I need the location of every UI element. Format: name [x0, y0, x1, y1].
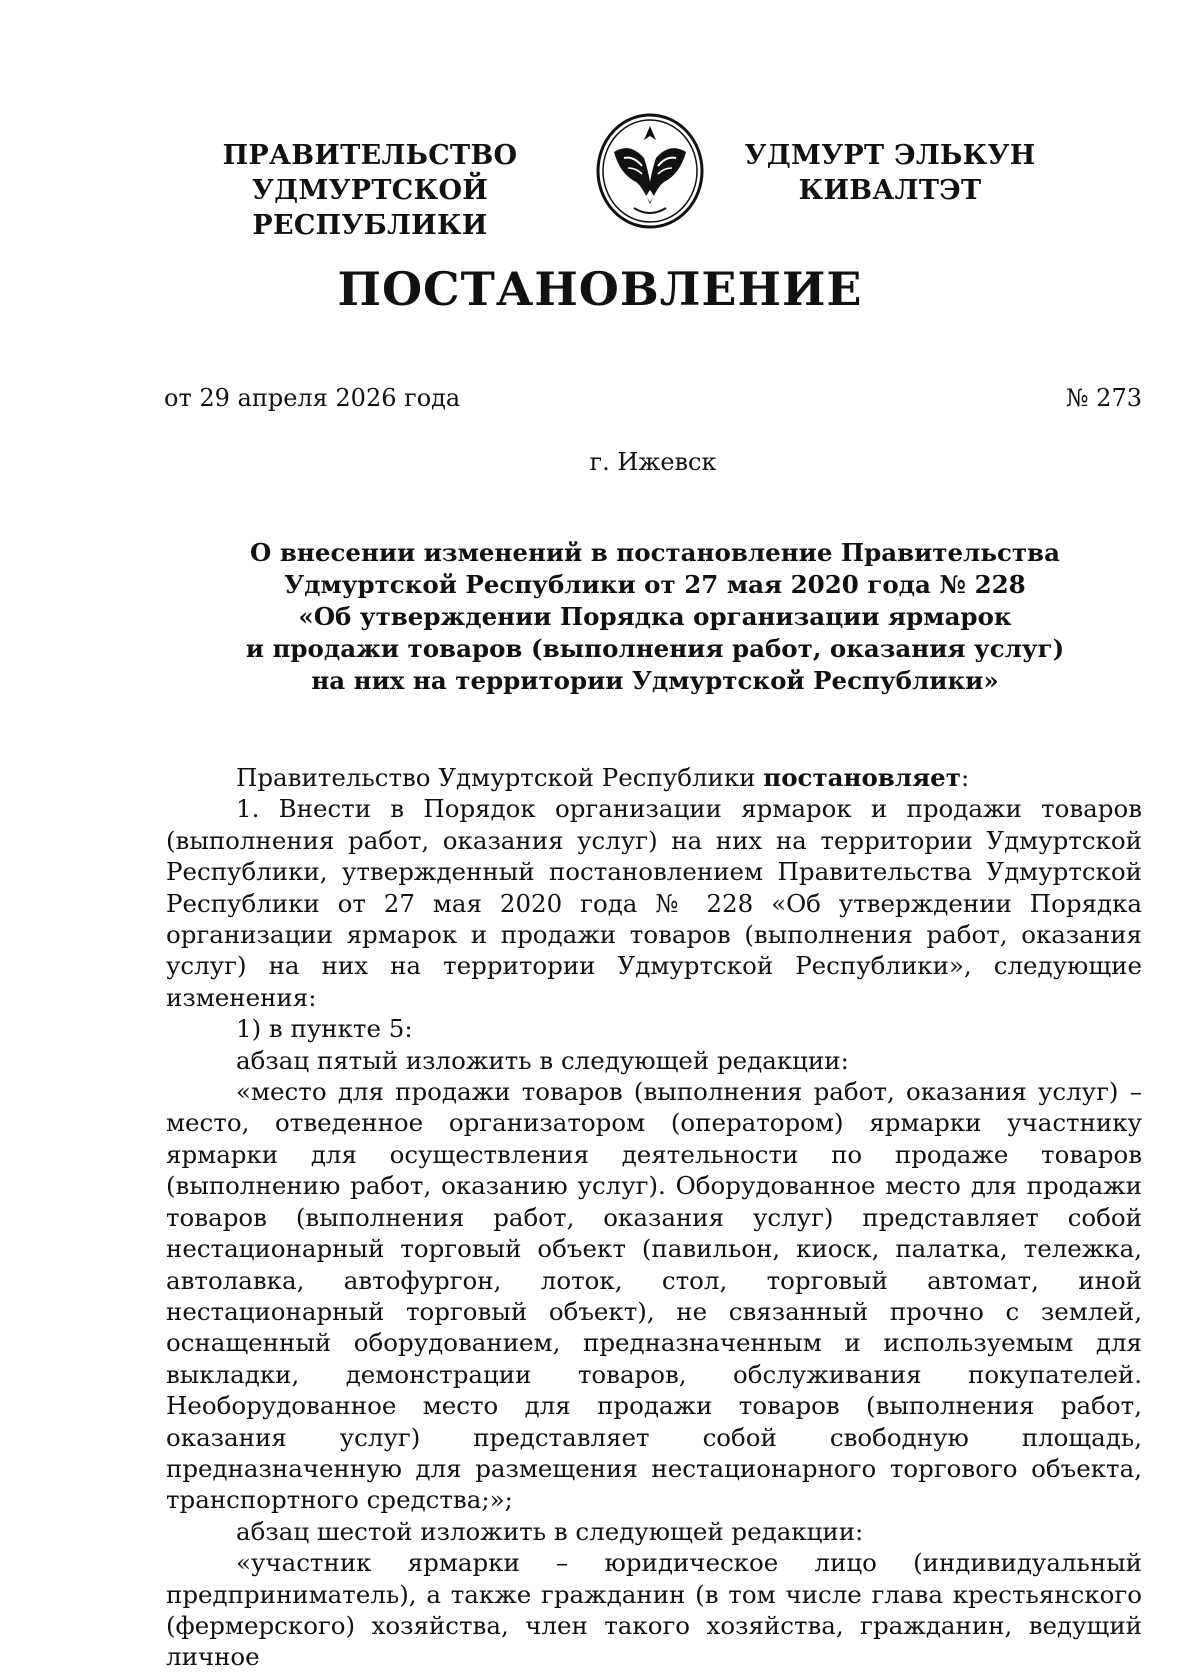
subject-line: «Об утверждении Порядка организации ярмарок — [298, 602, 1012, 631]
paragraph-5: абзац шестой изложить в следующей редакции: — [236, 1516, 864, 1546]
preamble-paragraph — [166, 762, 1142, 793]
government-name-russian — [140, 138, 600, 243]
document-date: от 29 апреля 2026 года — [164, 384, 461, 412]
preamble-end: : — [960, 763, 970, 792]
header-right-line-2: КИВАЛТЭТ — [798, 175, 982, 206]
document-city: г. Ижевск — [589, 448, 717, 476]
document-type-title: ПОСТАНОВЛЕНИЕ — [337, 262, 863, 316]
preamble-text: Правительство Удмуртской Республики — [236, 763, 764, 792]
subject-line: на них на территории Удмуртской Республики» — [311, 666, 999, 695]
preamble-keyword: постановляет — [763, 763, 961, 792]
paragraph-2: 1) в пункте 5: — [236, 1014, 413, 1044]
header-right-line-1: УДМУРТ ЭЛЬКУН — [744, 140, 1036, 171]
subject-line: Удмуртской Республики от 27 мая 2020 года № 228 — [284, 570, 1026, 599]
subject-line: и продажи товаров (выполнения работ, оказания услуг) — [245, 634, 1065, 663]
subject-line: О внесении изменений в постановление Правительства — [250, 538, 1060, 567]
header-left-line-2: УДМУРТСКОЙ РЕСПУБЛИКИ — [251, 175, 489, 241]
header-left-line-1: ПРАВИТЕЛЬСТВО — [222, 140, 518, 171]
paragraph-1: 1. Внести в Порядок организации ярмарок и продажи товаров (выполнения работ, оказания услуг) на них на территории Удмуртской Республики, утвержденный постановлением Правительства Удмуртской Республики от 27 мая 2020 года № 228 «Об утверждении Порядка организации ярмарок и продажи товаров (выполнения работ, оказания услуг) на них на территории Удмуртской Республики», следующие изменения: — [166, 794, 1142, 1012]
document-number: № 273 — [1065, 384, 1142, 412]
government-name-udmurt — [690, 138, 1090, 208]
document-subject — [200, 537, 1110, 697]
paragraph-6: «участник ярмарки – юридическое лицо (индивидуальный предприниматель), а также гражданин (в том числе глава крестьянского (фермерского) хозяйства, член такого хозяйства, гражданин, ведущий личное — [166, 1548, 1142, 1672]
paragraph-3: абзац пятый изложить в следующей редакции: — [236, 1045, 849, 1075]
document-body — [166, 762, 1142, 1673]
paragraph-4: «место для продажи товаров (выполнения работ, оказания услуг) – место, отведенное организатором (оператором) ярмарки участнику ярмарки для осуществления деятельности по продаже товаров (выполнению работ, оказанию услуг). Оборудованное место для продажи товаров (выполнения работ, оказания услуг) представляет собой нестационарный торговый объект (павильон, киоск, палатка, тележка, автолавка, автофургон, лоток, стол, торговый автомат, иной нестационарный торговый объект), не связанный прочно с землей, оснащенный оборудованием, предназначенным и используемым для выкладки, демонстрации товаров, обслуживания покупателей. Необорудованное место для продажи товаров (выполнения работ, оказания услуг) представляет собой свободную площадь, предназначенную для размещения нестационарного торгового объекта, транспортного средства;»; — [166, 1077, 1142, 1515]
